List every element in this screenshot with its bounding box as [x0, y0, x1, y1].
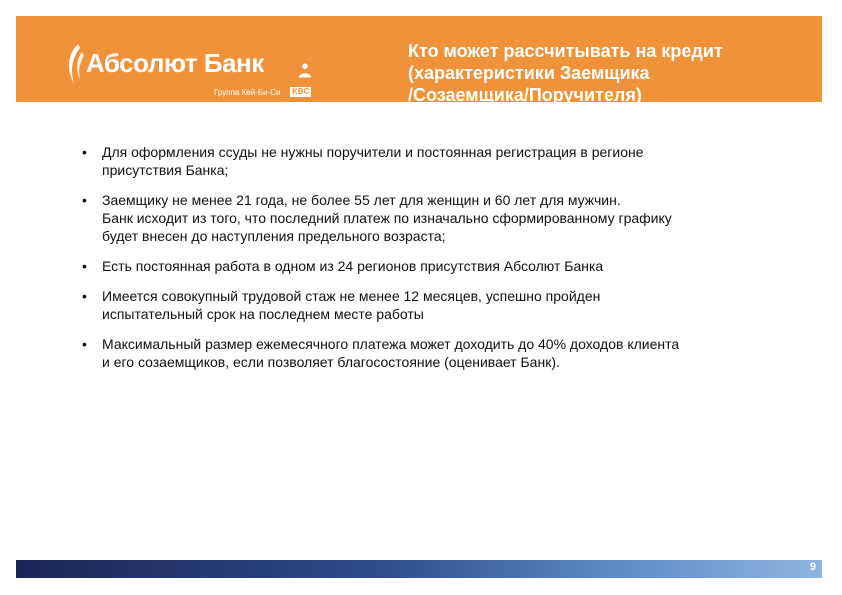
bullet-icon: •	[82, 192, 87, 208]
footer-bar	[16, 560, 822, 578]
bank-logo	[64, 32, 324, 102]
page-title	[408, 40, 828, 106]
list-item	[82, 143, 782, 179]
logo-subtitle: Группа Кей-Би-Си	[214, 88, 281, 97]
list-item	[82, 191, 782, 245]
kbc-figure-icon	[290, 62, 320, 86]
bullet-icon: •	[82, 288, 87, 304]
list-item-text: Банк исходит из того, что последний платеж по изначально сформированному графику	[102, 210, 672, 226]
list-item	[82, 335, 782, 371]
kbc-label: KBC	[292, 87, 310, 96]
title-line: (характеристики Заемщика	[408, 63, 650, 83]
list-item-text: Для оформления ссуды не нужны поручители и постоянная регистрация в регионе	[102, 144, 644, 160]
header-banner	[16, 16, 822, 105]
bullet-icon: •	[82, 258, 87, 274]
bullet-icon: •	[82, 144, 87, 160]
leaf-icon	[64, 42, 86, 86]
list-item	[82, 287, 782, 323]
logo-name: Абсолют Банк	[86, 48, 264, 78]
list-item-text: Заемщику не менее 21 года, не более 55 лет для женщин и 60 лет для мужчин.	[102, 192, 621, 208]
list-item-text: испытательный срок на последнем месте работы	[102, 306, 424, 322]
page-number: 9	[809, 561, 816, 573]
list-item	[82, 257, 782, 275]
list-item-text: присутствия Банка;	[102, 162, 229, 178]
list-item-text: и его созаемщиков, если позволяет благосостояние (оценивает Банк).	[102, 354, 560, 370]
requirements-list	[82, 143, 782, 383]
list-item-text: будет внесен до наступления предельного возраста;	[102, 228, 446, 244]
bullet-icon: •	[82, 336, 87, 352]
list-item-text: Максимальный размер ежемесячного платежа может доходить до 40% доходов клиента	[102, 336, 680, 352]
title-line: /Созаемщика/Поручителя)	[408, 85, 642, 105]
list-item-text: Имеется совокупный трудовой стаж не менее 12 месяцев, успешно пройден	[102, 288, 601, 304]
title-line: Кто может рассчитывать на кредит	[408, 41, 723, 61]
list-item-text: Есть постоянная работа в одном из 24 регионов присутствия Абсолют Банка	[102, 258, 604, 274]
